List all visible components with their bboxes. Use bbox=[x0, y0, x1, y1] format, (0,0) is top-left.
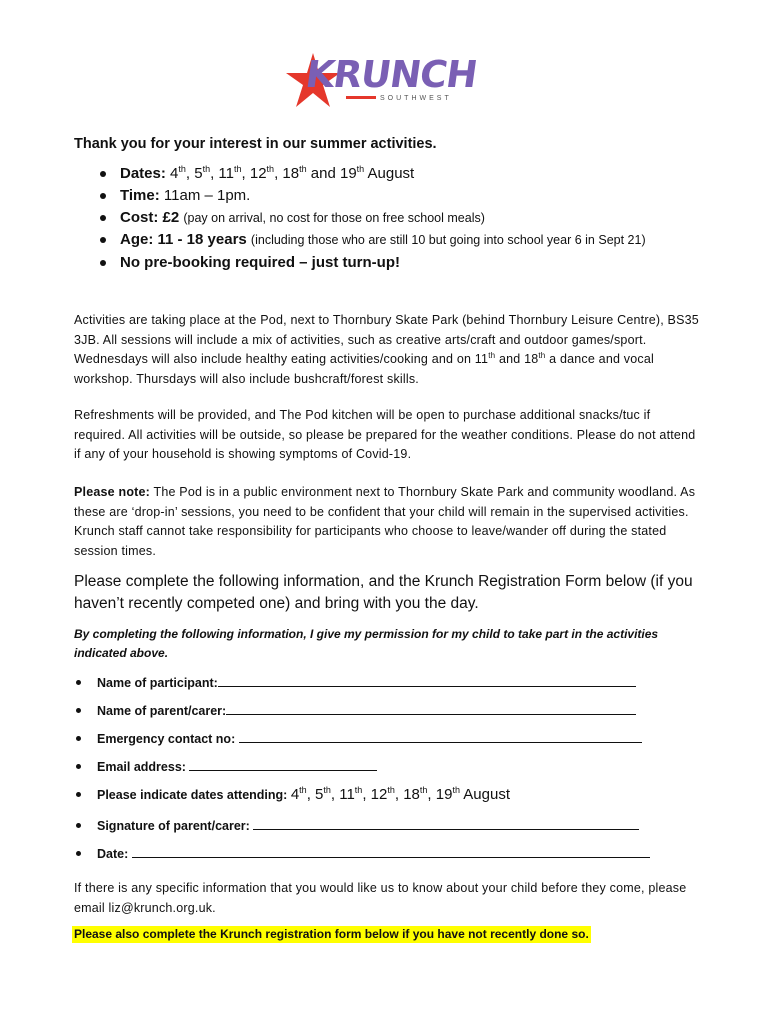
dates-attending-label: Please indicate dates attending: bbox=[97, 788, 288, 802]
instructions-lead: Please complete the following information, and the Krunch Registration Form below (if you haven’t recently competed one) and bring with you the day. bbox=[74, 573, 693, 612]
participant-label: Name of participant: bbox=[97, 676, 218, 690]
bullet-icon bbox=[100, 215, 106, 221]
bullet-icon bbox=[76, 792, 81, 797]
emergency-input-line[interactable] bbox=[239, 728, 642, 743]
bullet-icon bbox=[100, 237, 106, 243]
permission-statement: By completing the following information, I give my permission for my child to take part in the activities indicated above. bbox=[74, 627, 659, 660]
dates-field bbox=[74, 784, 714, 815]
bullet-icon bbox=[76, 708, 81, 713]
registration-form bbox=[74, 672, 714, 871]
intro-heading: Thank you for your interest in our summer activities. bbox=[74, 136, 437, 152]
contact-paragraph: If there is any specific information that you would like us to know about your child before they come, please email liz@krunch.org.uk. bbox=[74, 881, 687, 915]
date-field bbox=[74, 843, 714, 871]
parent-field bbox=[74, 700, 714, 728]
signature-input-line[interactable] bbox=[253, 815, 639, 830]
email-input-line[interactable] bbox=[189, 756, 377, 771]
emergency-label: Emergency contact no: bbox=[97, 732, 236, 746]
dates-attending-options[interactable]: 4th, 5th, 11th, 12th, 18th, 19th August bbox=[290, 785, 510, 803]
bullet-icon bbox=[100, 171, 106, 177]
dates-label: Dates: bbox=[120, 165, 166, 182]
parent-input-line[interactable] bbox=[226, 700, 636, 715]
cost-note: (pay on arrival, no cost for those on free school meals) bbox=[183, 211, 485, 225]
activities-paragraph: Activities are taking place at the Pod, next to Thornbury Skate Park (behind Thornbury Leisure Centre), BS35 3JB. All sessions will include a mix of activities, such as creative arts/craft and outdoor games/sport. Wednesdays will also include healthy eating activities/cooking and on 11th and 18th a dance and vocal workshop. Thursdays will also include bushcraft/forest skills. bbox=[74, 313, 699, 386]
bullet-icon bbox=[76, 764, 81, 769]
event-details-list bbox=[74, 164, 714, 275]
detail-dates bbox=[74, 164, 714, 184]
note-text: The Pod is in a public environment next to Thornbury Skate Park and community woodland. As these are ‘drop-in’ sessions, you need to be confident that your child will remain in the supervised activities. Krunch staff cannot take responsibility for participants who choose to leave/wander off during the stated session times. bbox=[74, 485, 696, 558]
registration-reminder: Please also complete the Krunch registration form below if you have not recently done so. bbox=[74, 927, 589, 941]
dates-value: 4th, 5th, 11th, 12th, 18th and 19th August bbox=[170, 164, 415, 182]
refreshments-paragraph: Refreshments will be provided, and The Pod kitchen will be open to purchase additional snacks/tuc if required. All activities will be outside, so please be prepared for the weather conditions. Please do not attend if any of your household is showing symptoms of Covid-19. bbox=[74, 408, 696, 461]
detail-cost bbox=[74, 208, 714, 228]
bullet-icon bbox=[100, 193, 106, 199]
participant-input-line[interactable] bbox=[218, 672, 636, 687]
parent-label: Name of parent/carer: bbox=[97, 704, 227, 718]
signature-field bbox=[74, 815, 714, 843]
email-field bbox=[74, 756, 714, 784]
bullet-icon bbox=[76, 851, 81, 856]
bullet-icon bbox=[76, 736, 81, 741]
date-input-line[interactable] bbox=[132, 843, 650, 858]
krunch-logo bbox=[282, 45, 480, 117]
time-value: 11am – 1pm. bbox=[163, 187, 251, 204]
email-label: Email address: bbox=[97, 760, 186, 774]
detail-time bbox=[74, 186, 714, 206]
participant-field bbox=[74, 672, 714, 700]
booking-text: No pre-booking required – just turn-up! bbox=[120, 254, 400, 271]
logo-stripe bbox=[346, 96, 376, 99]
detail-booking bbox=[74, 253, 714, 273]
bullet-icon bbox=[76, 823, 81, 828]
date-label: Date: bbox=[97, 847, 129, 861]
logo-subtitle: SOUTHWEST bbox=[380, 95, 452, 102]
detail-age bbox=[74, 230, 714, 250]
time-label: Time: bbox=[120, 187, 160, 204]
note-paragraph bbox=[74, 483, 699, 561]
age-label: Age: 11 - 18 years bbox=[120, 231, 247, 248]
logo-wordmark: KRUNCH bbox=[302, 53, 480, 96]
emergency-field bbox=[74, 728, 714, 756]
bullet-icon bbox=[76, 680, 81, 685]
signature-label: Signature of parent/carer: bbox=[97, 819, 250, 833]
cost-label: Cost: £2 bbox=[120, 209, 180, 226]
age-note: (including those who are still 10 but going into school year 6 in Sept 21) bbox=[250, 233, 646, 247]
note-label: Please note: bbox=[74, 485, 151, 499]
bullet-icon bbox=[100, 260, 106, 266]
